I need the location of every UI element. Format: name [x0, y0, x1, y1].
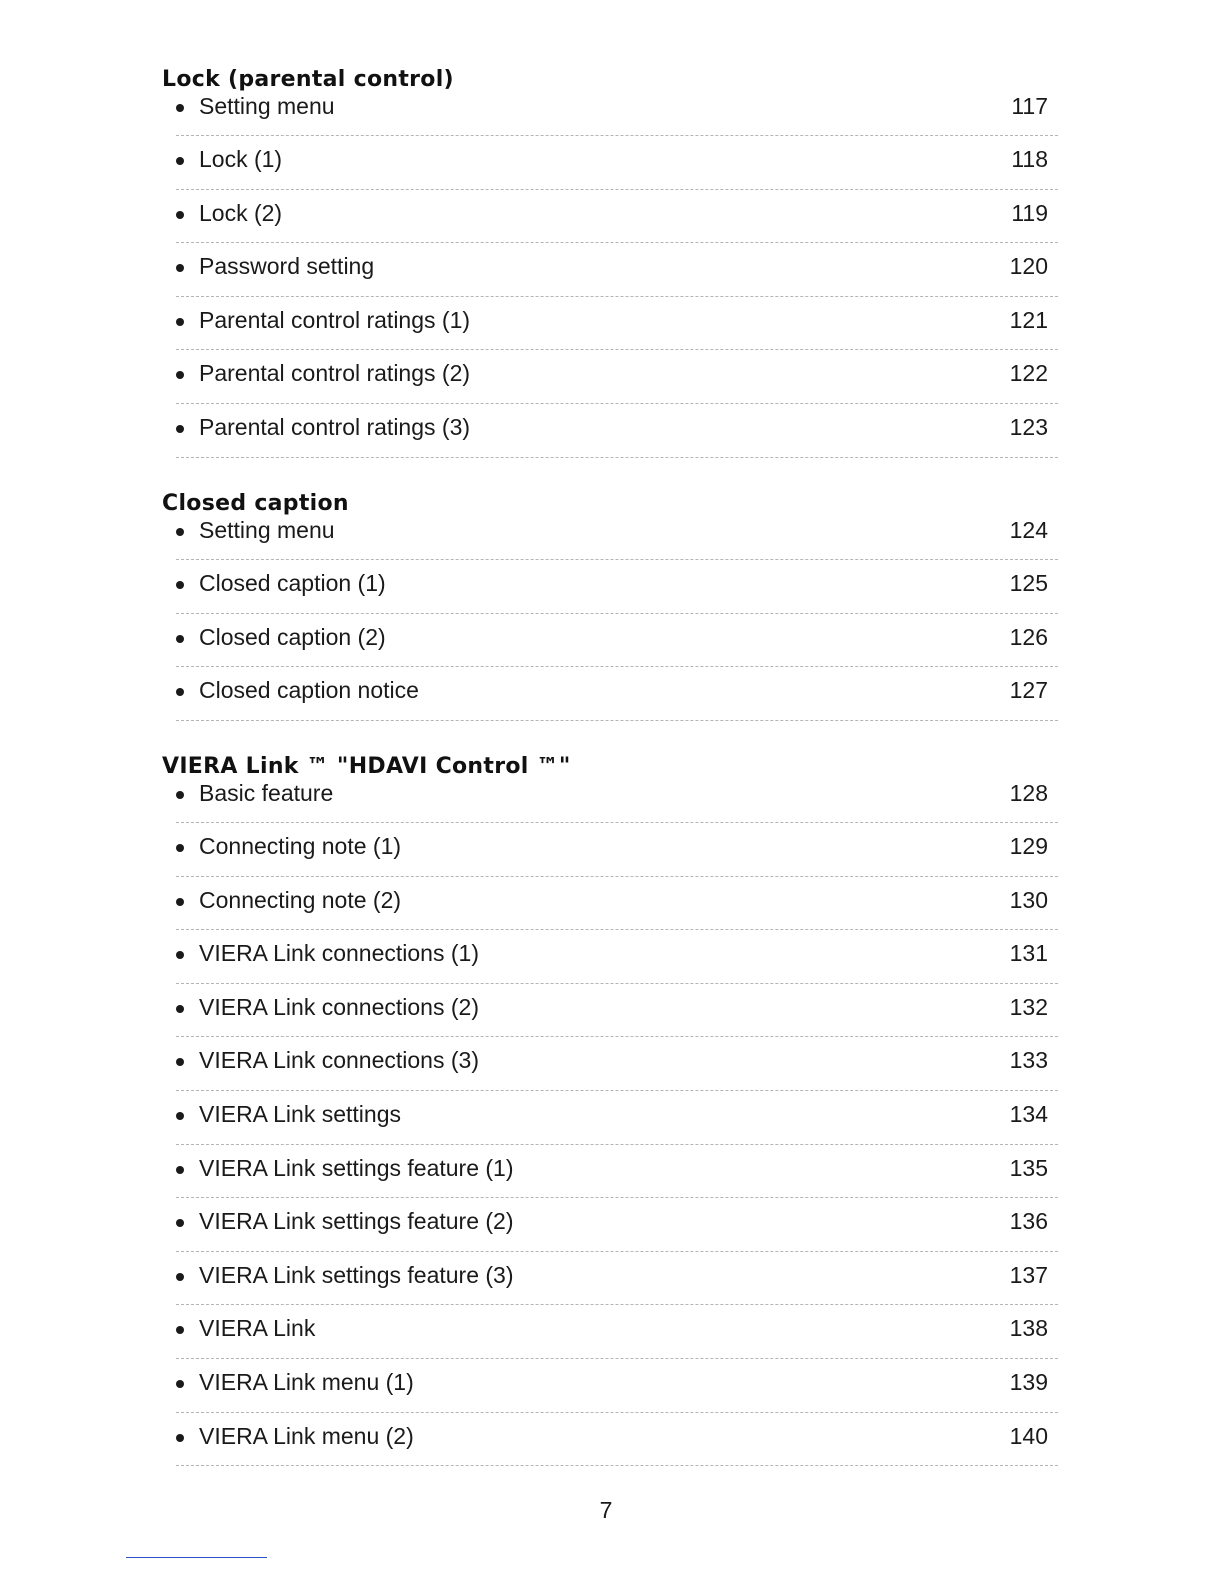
toc-entry-label[interactable]: Setting menu	[199, 517, 335, 543]
toc-entry[interactable]	[176, 1145, 1058, 1199]
bullet-icon	[176, 791, 184, 799]
toc-entry[interactable]	[176, 404, 1058, 458]
section-closed-caption	[162, 490, 1058, 721]
toc-entry[interactable]	[176, 1252, 1058, 1306]
toc-entry-page[interactable]: 131	[1009, 940, 1048, 967]
toc-entry-label[interactable]: VIERA Link connections (1)	[199, 940, 479, 967]
toc-entry-label[interactable]: VIERA Link connections (2)	[199, 993, 479, 1020]
toc-entry-page[interactable]: 140	[1009, 1422, 1048, 1449]
toc-entry[interactable]	[176, 1198, 1058, 1252]
toc-entry[interactable]	[176, 667, 1058, 721]
toc-entry-page[interactable]: 127	[1009, 677, 1048, 704]
toc-entry-page[interactable]: 135	[1009, 1154, 1048, 1181]
toc-list	[162, 94, 1058, 458]
toc-entry-page[interactable]: 129	[1009, 833, 1048, 859]
toc-entry-label[interactable]: VIERA Link settings feature (2)	[199, 1208, 514, 1235]
toc-entry-page[interactable]: 132	[1009, 993, 1048, 1020]
bullet-icon	[176, 425, 184, 433]
toc-entry-label[interactable]: Closed caption (1)	[199, 570, 386, 596]
toc-entry-page[interactable]: 121	[1009, 306, 1048, 333]
bullet-icon	[176, 1219, 184, 1227]
toc-entry-page[interactable]: 137	[1009, 1261, 1048, 1288]
bullet-icon	[176, 1112, 184, 1120]
toc-entry[interactable]	[176, 614, 1058, 668]
toc-entry-page[interactable]: 138	[1009, 1315, 1048, 1342]
toc-entry[interactable]	[176, 1091, 1058, 1145]
toc-entry-label[interactable]: Setting menu	[199, 93, 335, 119]
bullet-icon	[176, 844, 184, 852]
toc-entry[interactable]	[176, 297, 1058, 351]
toc-entry-label[interactable]: VIERA Link	[199, 1315, 316, 1342]
toc-entry-label[interactable]: VIERA Link settings feature (1)	[199, 1154, 514, 1181]
bullet-icon	[176, 635, 184, 643]
toc-entry-label[interactable]: Parental control ratings (3)	[199, 413, 471, 440]
toc-entry-page[interactable]: 118	[1011, 146, 1048, 172]
toc-entry-label[interactable]: Parental control ratings (2)	[199, 360, 471, 387]
toc-entry-label[interactable]: Password setting	[199, 253, 375, 280]
bullet-icon	[176, 1434, 184, 1442]
toc-entry-page[interactable]: 133	[1009, 1047, 1048, 1074]
toc-entry[interactable]	[176, 984, 1058, 1038]
toc-list	[162, 781, 1058, 1466]
bullet-icon	[176, 264, 184, 272]
bullet-icon	[176, 1166, 184, 1174]
bullet-icon	[176, 318, 184, 326]
bullet-icon	[176, 211, 184, 219]
toc-entry-page[interactable]: 120	[1009, 253, 1048, 280]
section-title: Lock (parental control)	[162, 67, 454, 92]
toc-entry-label[interactable]: Closed caption notice	[199, 677, 419, 704]
toc-entry[interactable]	[176, 1305, 1058, 1359]
toc-entry-label[interactable]: VIERA Link settings	[199, 1100, 401, 1127]
toc-entry[interactable]	[176, 94, 1058, 136]
section-viera-link	[162, 753, 1058, 1466]
toc-entry-label[interactable]: Basic feature	[199, 780, 334, 806]
toc-entry[interactable]	[176, 877, 1058, 931]
bullet-icon	[176, 104, 184, 112]
toc-entry-page[interactable]: 136	[1009, 1208, 1048, 1235]
toc-entry-label[interactable]: Connecting note (2)	[199, 886, 402, 913]
bullet-icon	[176, 371, 184, 379]
bullet-icon	[176, 581, 184, 589]
toc-entry-page[interactable]: 122	[1009, 360, 1048, 387]
toc-entry-page[interactable]: 117	[1011, 93, 1048, 119]
bullet-icon	[176, 1005, 184, 1013]
toc-entry-page[interactable]: 126	[1009, 623, 1048, 650]
toc-entry-label[interactable]: Connecting note (1)	[199, 833, 402, 859]
toc-entry-label[interactable]: VIERA Link connections (3)	[199, 1047, 479, 1074]
bullet-icon	[176, 1058, 184, 1066]
page-number: 7	[599, 1497, 613, 1523]
bullet-icon	[176, 157, 184, 165]
toc-entry[interactable]	[176, 560, 1058, 614]
toc-entry-page[interactable]: 123	[1009, 413, 1048, 440]
toc-list	[162, 518, 1058, 721]
toc-entry-label[interactable]: VIERA Link menu (1)	[199, 1368, 414, 1395]
section-title: VIERA Link ™ "HDAVI Control ™"	[162, 754, 571, 779]
bullet-icon	[176, 528, 184, 536]
bullet-icon	[176, 688, 184, 696]
bullet-icon	[176, 1380, 184, 1388]
toc-entry[interactable]	[176, 823, 1058, 877]
toc-entry-page[interactable]: 134	[1009, 1100, 1048, 1127]
toc-entry-page[interactable]: 119	[1011, 199, 1048, 226]
toc-entry[interactable]	[176, 781, 1058, 823]
toc-entry[interactable]	[176, 930, 1058, 984]
toc-entry-page[interactable]: 139	[1009, 1368, 1048, 1395]
toc-entry-label[interactable]: VIERA Link settings feature (3)	[199, 1261, 514, 1288]
toc-entry[interactable]	[176, 1413, 1058, 1467]
toc-entry-label[interactable]: Lock (1)	[199, 146, 283, 172]
toc-entry-page[interactable]: 128	[1009, 780, 1048, 806]
toc-entry[interactable]	[176, 190, 1058, 244]
footer-rule	[126, 1557, 267, 1558]
toc-entry-label[interactable]: VIERA Link menu (2)	[199, 1422, 414, 1449]
toc-entry-label[interactable]: Parental control ratings (1)	[199, 306, 471, 333]
bullet-icon	[176, 1273, 184, 1281]
toc-entry[interactable]	[176, 1037, 1058, 1091]
toc-entry-label[interactable]: Lock (2)	[199, 199, 283, 226]
bullet-icon	[176, 1326, 184, 1334]
toc-entry[interactable]	[176, 350, 1058, 404]
bullet-icon	[176, 951, 184, 959]
toc-entry-label[interactable]: Closed caption (2)	[199, 623, 386, 650]
bullet-icon	[176, 898, 184, 906]
toc-entry[interactable]	[176, 1359, 1058, 1413]
toc-entry[interactable]	[176, 518, 1058, 560]
toc-entry-page[interactable]: 125	[1009, 570, 1048, 596]
toc-entry[interactable]	[176, 243, 1058, 297]
section-lock	[162, 66, 1058, 458]
toc-entry-page[interactable]: 124	[1009, 517, 1048, 543]
toc-entry[interactable]	[176, 136, 1058, 190]
toc-entry-page[interactable]: 130	[1009, 886, 1048, 913]
section-title: Closed caption	[162, 491, 349, 516]
